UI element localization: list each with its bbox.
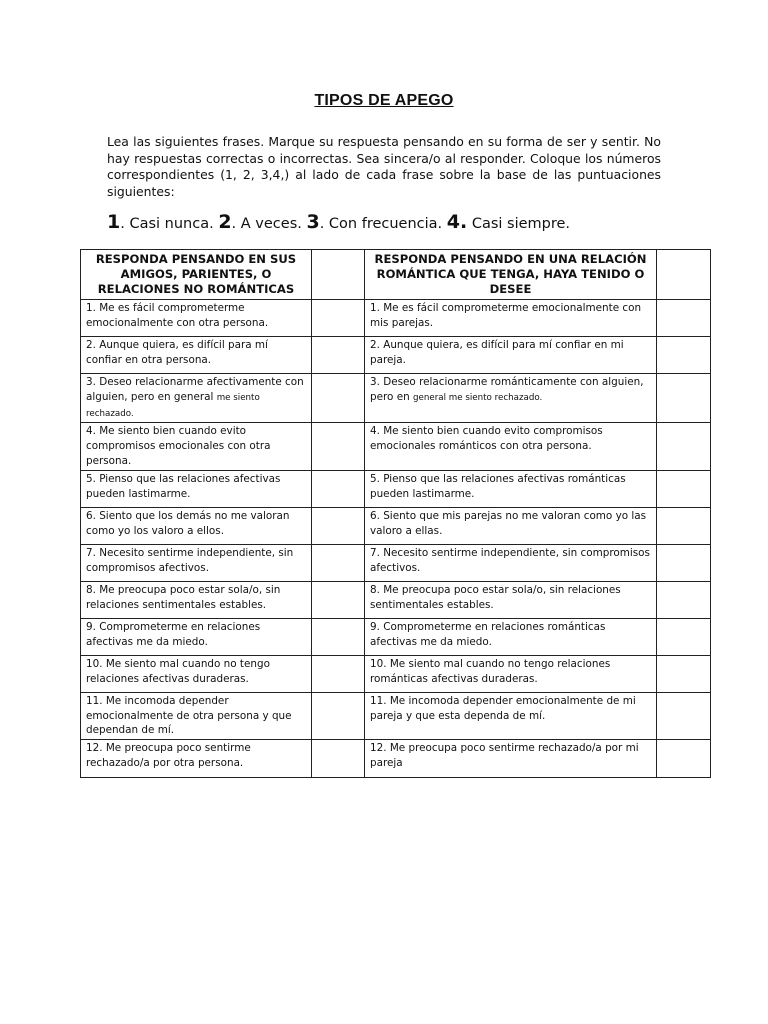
header-romantic: RESPONDA PENSANDO EN UNA RELACIÓN ROMÁNTICA QUE TENGA, HAYA TENIDO O DESEE <box>365 250 657 300</box>
statement-non-romantic: 5. Pienso que las relaciones afectivas pueden lastimarme. <box>81 470 312 507</box>
statement-non-romantic: 10. Me siento mal cuando no tengo relaciones afectivas duraderas. <box>81 655 312 692</box>
rating-scale <box>107 211 570 233</box>
answer-box-non-romantic[interactable] <box>312 300 365 337</box>
table-row <box>81 300 711 337</box>
statement-romantic: 6. Siento que mis parejas no me valoran como yo las valoro a ellas. <box>365 507 657 544</box>
scale-number-3: 3 <box>306 211 320 233</box>
table-row <box>81 507 711 544</box>
header-non-romantic: RESPONDA PENSANDO EN SUS AMIGOS, PARIENTES, O RELACIONES NO ROMÁNTICAS <box>81 250 312 300</box>
scale-number-2: 2 <box>218 211 232 233</box>
table-row <box>81 581 711 618</box>
statement-romantic: 11. Me incomoda depender emocionalmente de mi pareja y que esta dependa de mí. <box>365 692 657 739</box>
scale-label-3: . Con frecuencia. <box>319 216 443 232</box>
statement-non-romantic: 8. Me preocupa poco estar sola/o, sin relaciones sentimentales estables. <box>81 581 312 618</box>
statement-non-romantic: 1. Me es fácil comprometerme emocionalmente con otra persona. <box>81 300 312 337</box>
answer-box-romantic[interactable] <box>657 692 711 739</box>
answer-box-non-romantic[interactable] <box>312 740 365 778</box>
table-row <box>81 618 711 655</box>
table-row <box>81 374 711 423</box>
statement-non-romantic: 4. Me siento bien cuando evito compromisos emocionales con otra persona. <box>81 423 312 470</box>
answer-box-romantic[interactable] <box>657 470 711 507</box>
statement-romantic: 5. Pienso que las relaciones afectivas románticas pueden lastimarme. <box>365 470 657 507</box>
statement-text: 3. Deseo relacionarme afectivamente con alguien, pero en general <box>86 376 304 403</box>
answer-box-non-romantic[interactable] <box>312 581 365 618</box>
statement-non-romantic: 11. Me incomoda depender emocionalmente de otra persona y que dependan de mí. <box>81 692 312 739</box>
statement-non-romantic <box>81 374 312 423</box>
answer-box-romantic[interactable] <box>657 423 711 470</box>
statement-non-romantic: 12. Me preocupa poco sentirme rechazado/a por otra persona. <box>81 740 312 778</box>
statement-romantic: 4. Me siento bien cuando evito compromisos emocionales románticos con otra persona. <box>365 423 657 470</box>
statement-romantic: 9. Comprometerme en relaciones románticas afectivas me da miedo. <box>365 618 657 655</box>
statement-text-small: general me siento rechazado. <box>412 392 543 403</box>
scale-label-2: . A veces. <box>231 216 302 232</box>
statement-non-romantic: 9. Comprometerme en relaciones afectivas me da miedo. <box>81 618 312 655</box>
answer-box-non-romantic[interactable] <box>312 618 365 655</box>
answer-box-romantic[interactable] <box>657 740 711 778</box>
table-row <box>81 470 711 507</box>
statement-romantic: 8. Me preocupa poco estar sola/o, sin relaciones sentimentales estables. <box>365 581 657 618</box>
statement-text-small: me siento rechazado. <box>86 392 260 419</box>
answer-box-non-romantic[interactable] <box>312 507 365 544</box>
table-header-row <box>81 250 711 300</box>
statement-romantic: 12. Me preocupa poco sentirme rechazado/a por mi pareja <box>365 740 657 778</box>
scale-number-1: 1 <box>107 211 121 233</box>
header-answer-box-right <box>657 250 711 300</box>
statement-romantic: 1. Me es fácil comprometerme emocionalmente con mis parejas. <box>365 300 657 337</box>
statement-text: 3. Deseo relacionarme románticamente con alguien, pero en <box>370 376 644 403</box>
statement-romantic <box>365 374 657 423</box>
header-answer-box-left <box>312 250 365 300</box>
attachment-questionnaire-table <box>80 249 711 778</box>
statement-non-romantic: 2. Aunque quiera, es difícil para mí confiar en otra persona. <box>81 337 312 374</box>
scale-label-1: . Casi nunca. <box>120 216 214 232</box>
answer-box-non-romantic[interactable] <box>312 544 365 581</box>
answer-box-non-romantic[interactable] <box>312 374 365 423</box>
statement-romantic: 7. Necesito sentirme independiente, sin compromisos afectivos. <box>365 544 657 581</box>
scale-number-4: 4. <box>446 211 468 233</box>
answer-box-non-romantic[interactable] <box>312 337 365 374</box>
table-row <box>81 544 711 581</box>
table-row <box>81 655 711 692</box>
answer-box-non-romantic[interactable] <box>312 692 365 739</box>
answer-box-romantic[interactable] <box>657 337 711 374</box>
answer-box-romantic[interactable] <box>657 655 711 692</box>
answer-box-non-romantic[interactable] <box>312 470 365 507</box>
statement-romantic: 10. Me siento mal cuando no tengo relaciones románticas afectivas duraderas. <box>365 655 657 692</box>
instructions-paragraph: Lea las siguientes frases. Marque su respuesta pensando en su forma de ser y sentir. No hay respuestas correctas o incorrectas. Sea sincera/o al responder. Coloque los números correspondientes (1, 2, 3,4,) al lado de cada frase sobre la base de las puntuaciones siguientes: <box>107 134 661 199</box>
scale-label-4: Casi siempre. <box>471 216 571 232</box>
table-row <box>81 692 711 739</box>
answer-box-non-romantic[interactable] <box>312 655 365 692</box>
answer-box-non-romantic[interactable] <box>312 423 365 470</box>
table-row <box>81 740 711 778</box>
answer-box-romantic[interactable] <box>657 544 711 581</box>
statement-non-romantic: 7. Necesito sentirme independiente, sin compromisos afectivos. <box>81 544 312 581</box>
answer-box-romantic[interactable] <box>657 507 711 544</box>
answer-box-romantic[interactable] <box>657 618 711 655</box>
answer-box-romantic[interactable] <box>657 374 711 423</box>
document-title: TIPOS DE APEGO <box>314 92 454 109</box>
table-row <box>81 423 711 470</box>
statement-non-romantic: 6. Siento que los demás no me valoran como yo los valoro a ellos. <box>81 507 312 544</box>
table-row <box>81 337 711 374</box>
answer-box-romantic[interactable] <box>657 300 711 337</box>
statement-romantic: 2. Aunque quiera, es difícil para mí confiar en mi pareja. <box>365 337 657 374</box>
answer-box-romantic[interactable] <box>657 581 711 618</box>
